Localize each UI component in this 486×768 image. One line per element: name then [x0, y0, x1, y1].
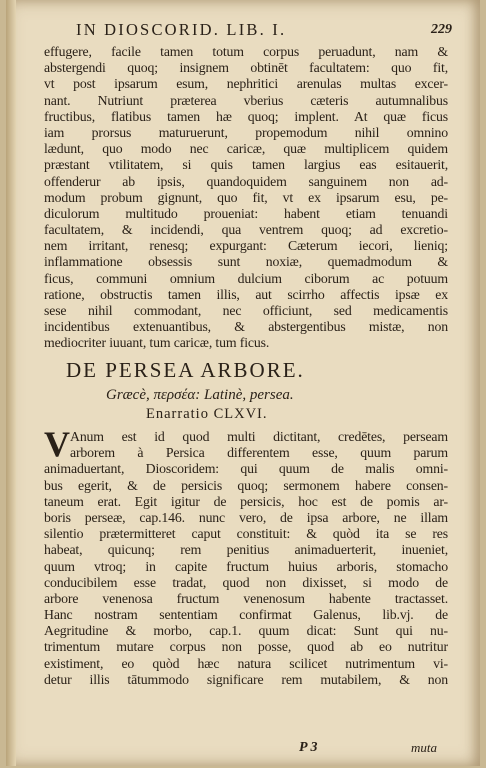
- text-line: vt post ipsarum esum, nephritici arenulas multas excer-: [44, 76, 448, 92]
- text-line: incidentibus extenuantibus, & abstergentibus mistæ, non: [44, 319, 448, 335]
- paragraph-continuation: [44, 44, 448, 352]
- text-line: nem irritant, renesq; expurgant: Cæterum iecori, lieniq;: [44, 238, 448, 254]
- text-line: existiment, eo quòd hæc natura scilicet nutrimentum vi-: [44, 655, 448, 671]
- text-line: inflammatione obsessis sunt noxiæ, quemadmodum &: [44, 254, 448, 270]
- text-line: diculorum multitudo proueniat: habent etiam tenuandi: [44, 205, 448, 221]
- text-line: effugere, facile tamen totum corpus peruadunt, nam &: [44, 44, 448, 59]
- text-line: iam prorsus maturuerunt, propemodum nihil omnino: [44, 124, 448, 140]
- page-number: 229: [431, 22, 452, 37]
- text-line: Anum est id quod multi dictitant, credētes, perseam: [70, 429, 448, 444]
- text-line: præstant vtilitatem, si quis tamen largius eas esitauerit,: [44, 157, 448, 173]
- enarratio-label: Enarratio CLXVI.: [146, 406, 268, 422]
- signature-mark: P 3: [299, 740, 318, 755]
- text-line: detur illis tātummodo significare rem mutabilem, & non: [44, 671, 448, 687]
- text-line: offenderur ab ipsis, quandoquidem sanguinem non ad-: [44, 173, 448, 189]
- text-line: conducibilem esse tradat, quod non dixisset, si modo de: [44, 574, 448, 590]
- text-line: modum probum gignunt, quo fit, vt ex ipsarum esu, pe-: [44, 189, 448, 205]
- text-line: silentio prætermitteret caput constituit: & quòd ita se res: [44, 526, 448, 542]
- text-line: boris perseæ, cap.146. nunc vero, de ipsa arbore, ne illam: [44, 509, 448, 525]
- section-heading: DE PERSEA ARBORE.: [66, 358, 305, 382]
- text-line: trimentum mutare corpus non posse, quod ab eo nutritur: [44, 639, 448, 655]
- text-line: arbore venenosa fructum venenosum habente tractasset.: [44, 590, 448, 606]
- section-subtitle: Græcè, περσέα: Latinè, persea.: [106, 387, 294, 403]
- text-line: animaduertant, Dioscoridem: qui quum de malis omni-: [44, 461, 448, 477]
- text-line: fructibus, flatibus tamen hæ quoq; implent. At quæ ficus: [44, 108, 448, 124]
- text-line: ficus, communi omnium dulcium ciborum ac potuum: [44, 270, 448, 286]
- text-line: abstergendi quoq; insignem obtinēt facultatem: quo fit,: [44, 60, 448, 76]
- text-line: habeat, quicunq; rem penitius animaduerterit, inueniet,: [44, 542, 448, 558]
- drop-initial: V: [44, 424, 70, 464]
- text-line: quum vtroq; in capite fructum huius arboris, stomacho: [44, 558, 448, 574]
- book-page: [6, 0, 480, 766]
- text-line: arborem à Persica differentem esse, quum parum: [70, 445, 448, 461]
- text-line: sese nihil commodant, nec officiunt, sed medicamentis: [44, 303, 448, 318]
- page-gutter-shadow: [6, 0, 16, 766]
- paragraph-enarratio: [44, 424, 448, 688]
- text-line: lædunt, quo modo nec caricæ, quæ multiplicem quidem: [44, 141, 448, 157]
- text-line: nant. Nutriunt præterea vberius cæteris autumnalibus: [44, 92, 448, 108]
- text-line: Aegritudine & morbo, cap.1. quum dicat: Sunt qui nu-: [44, 623, 448, 639]
- text-line: facultatem, & incidendi, qua ventrem quoq; ad excretio-: [44, 222, 448, 238]
- text-line: Hanc nostram sententiam confirmat Galenus, lib.vj. de: [44, 607, 448, 623]
- text-line: ratione, obstructis tamen illis, aut scirrho affectis ipsæ ex: [44, 286, 448, 302]
- running-head: IN DIOSCORID. LIB. I.: [76, 20, 287, 39]
- text-line: taneum erat. Egit igitur de persicis, hoc est de pomis ar-: [44, 493, 448, 509]
- text-line: bus egerit, & de persicis quoq; sermonem habere consen-: [44, 477, 448, 493]
- catchword: muta: [411, 740, 437, 755]
- text-line: mediocriter iuuant, tum caricæ, tum ficus.: [44, 335, 270, 351]
